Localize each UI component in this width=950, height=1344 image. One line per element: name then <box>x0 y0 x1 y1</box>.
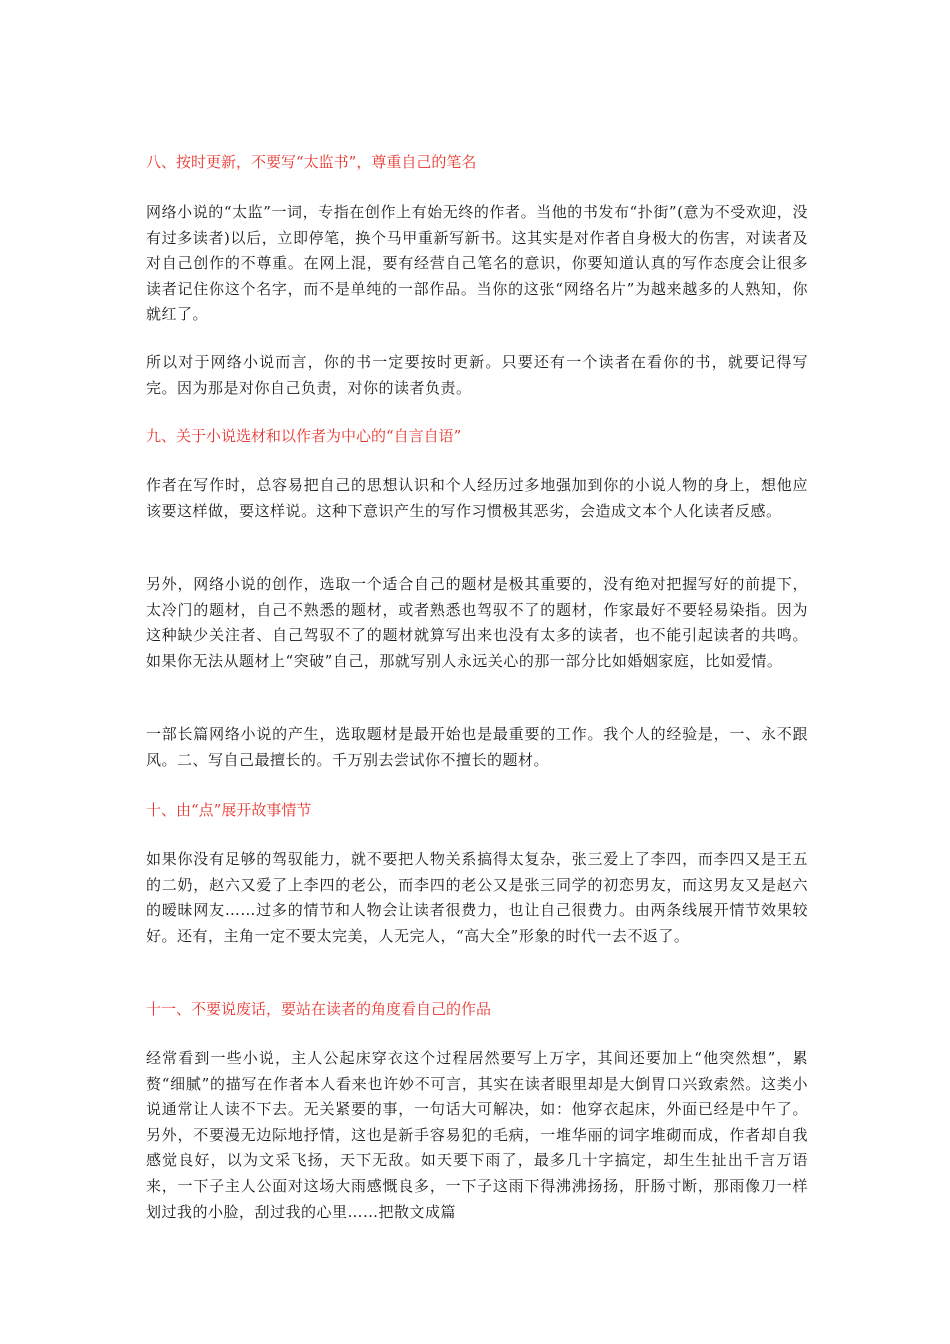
paragraph: 如果你没有足够的驾驭能力，就不要把人物关系搞得太复杂，张三爱上了李四，而李四又是王五的二奶，赵六又爱了上李四的老公，而李四的老公又是张三同学的初恋男友，而这男友又是赵六的暧昧网友……过多的情节和人物会让读者很费力，也让自己很费力。由两条线展开情节效果较好。还有，主角一定不要太完美，人无完人，“高大全”形象的时代一去不返了。 <box>146 850 808 945</box>
paragraph: 网络小说的“太监”一词，专指在创作上有始无终的作者。当他的书发布“扑街”(意为不受欢迎，没有过多读者)以后，立即停笔，换个马甲重新写新书。这其实是对作者自身极大的伤害，对读者及对自己创作的不尊重。在网上混，要有经营自己笔名的意识，你要知道认真的写作态度会让很多读者记住你这个名字，而不是单纯的一部作品。当你的这张“网络名片”为越来越多的人熟知，你就红了。 <box>146 203 808 324</box>
paragraph: 另外，网络小说的创作，选取一个适合自己的题材是极其重要的，没有绝对把握写好的前提下，太冷门的题材，自己不熟悉的题材，或者熟悉也驾驭不了的题材，作家最好不要轻易染指。因为这种缺少关注者、自己驾驭不了的题材就算写出来也没有太多的读者，也不能引起读者的共鸣。如果你无法从题材上“突破”自己，那就写别人永远关心的那一部分比如婚姻家庭，比如爱情。 <box>146 575 808 670</box>
paragraph: 经常看到一些小说，主人公起床穿衣这个过程居然要写上万字，其间还要加上“他突然想”，累赘“细腻”的描写在作者本人看来也许妙不可言，其实在读者眼里却是大倒胃口兴致索然。这类小说通常让人读不下去。无关紧要的事，一句话大可解决，如：他穿衣起床，外面已经是中午了。另外，不要漫无边际地抒情，这也是新手容易犯的毛病，一堆华丽的词字堆砌而成，作者却自我感觉良好，以为文采飞扬，天下无敌。如天要下雨了，最多几十字搞定，却生生扯出千言万语来，一下子主人公面对这场大雨感慨良多，一下子这雨下得沸沸扬扬，肝肠寸断，那雨像刀一样划过我的小脸，刮过我的心里……把散文成篇 <box>146 1049 808 1221</box>
section-heading-8: 八、按时更新，不要写“太监书”，尊重自己的笔名 <box>146 153 477 171</box>
paragraph: 一部长篇网络小说的产生，选取题材是最开始也是最重要的工作。我个人的经验是，一、永不跟风。二、写自己最擅长的。千万别去尝试你不擅长的题材。 <box>146 725 808 769</box>
section-heading-9: 九、关于小说选材和以作者为中心的“自言自语” <box>146 427 462 445</box>
paragraph: 作者在写作时，总容易把自己的思想认识和个人经历过多地强加到你的小说人物的身上，想他应该要这样做，要这样说。这种下意识产生的写作习惯极其恶劣，会造成文本个人化读者反感。 <box>146 476 808 520</box>
paragraph: 所以对于网络小说而言，你的书一定要按时更新。只要还有一个读者在看你的书，就要记得写完。因为那是对你自己负责，对你的读者负责。 <box>146 353 808 397</box>
section-heading-10: 十、由“点”展开故事情节 <box>146 801 312 819</box>
section-heading-11: 十一、不要说废话，要站在读者的角度看自己的作品 <box>146 1000 492 1018</box>
